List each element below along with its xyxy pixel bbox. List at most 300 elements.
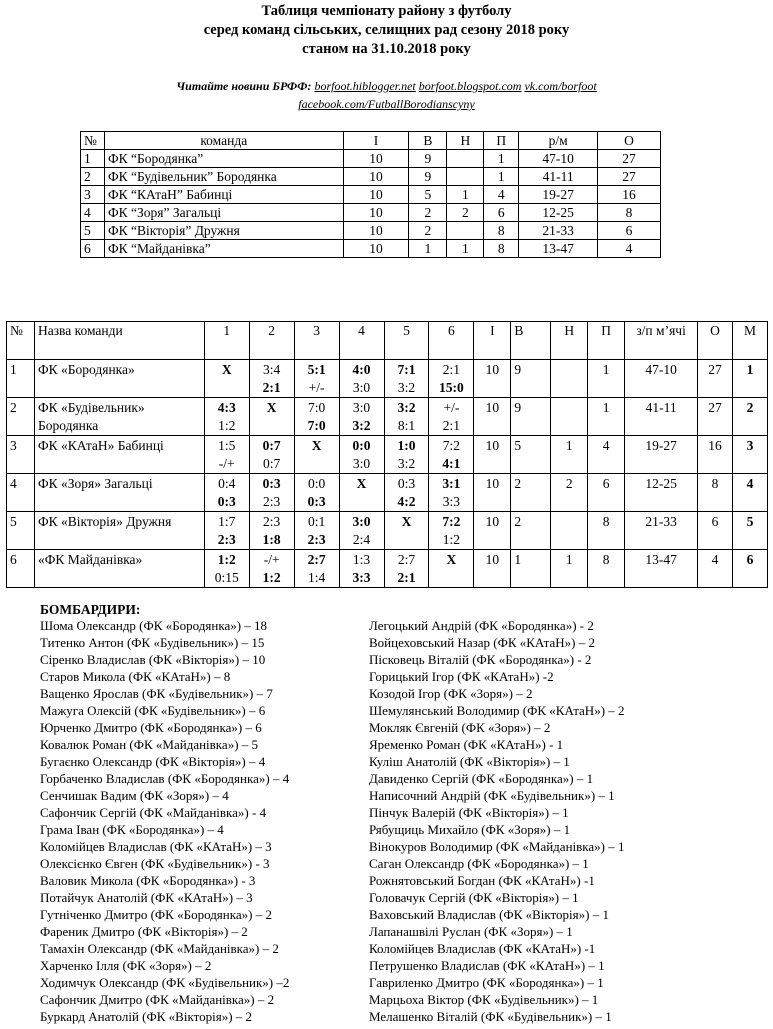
wins: 2 bbox=[511, 512, 551, 550]
match-score-second: 3:3 bbox=[352, 569, 371, 585]
standings-cell: 1 bbox=[81, 150, 105, 168]
news-label: Читайте новини БРФФ: bbox=[176, 79, 312, 93]
standings-cell: 27 bbox=[598, 168, 661, 186]
match-score-second: -/+ bbox=[218, 455, 235, 471]
document-title bbox=[0, 2, 773, 59]
wins: 5 bbox=[511, 436, 551, 474]
match-score-second: 3:2 bbox=[352, 417, 371, 433]
crosstable-header-cell: 1 bbox=[204, 322, 249, 360]
crosstable-header-cell: Н bbox=[551, 322, 588, 360]
match-score-first: 1:3 bbox=[352, 552, 371, 567]
self-match-mark: X bbox=[221, 362, 232, 377]
scorer-entry: Шома Олександр (ФК «Бородянка») – 18 bbox=[40, 618, 268, 633]
standings-cell: 9 bbox=[409, 150, 447, 168]
standings-cell bbox=[447, 150, 484, 168]
scorer-entry: Горицький Ігор (ФК «КАтаН») -2 bbox=[369, 669, 554, 684]
match-score-first: -/+ bbox=[263, 552, 280, 567]
match-result-cell bbox=[384, 436, 429, 474]
games-played: 10 bbox=[474, 360, 511, 398]
crosstable-team-name: ФК «Будівельник» Бородянка bbox=[34, 398, 204, 436]
match-result-cell bbox=[204, 360, 249, 398]
wins: 9 bbox=[511, 360, 551, 398]
scorer-entry: Вінокуров Володимир (ФК «Майданівка») – 1 bbox=[369, 839, 625, 854]
scorer-entry: Старов Микола (ФК «КАтаН») – 8 bbox=[40, 669, 231, 684]
match-result-cell bbox=[249, 512, 294, 550]
scorers-title: БОМБАРДИРИ: bbox=[40, 602, 141, 617]
scorer-entry: Марцьоха Віктор (ФК «Будівельник») – 1 bbox=[369, 992, 599, 1007]
scorer-entry: Валовик Микола (ФК «Бородянка») - 3 bbox=[40, 873, 256, 888]
scorer-entry: Мокляк Євгеній (ФК «Зоря») – 2 bbox=[369, 720, 551, 735]
scorer-entry: Шемулянський Володимир (ФК «КАтаН») – 2 bbox=[369, 703, 625, 718]
standings-cell: 12-25 bbox=[519, 204, 598, 222]
self-match-mark: X bbox=[266, 400, 277, 415]
match-result-cell bbox=[249, 398, 294, 436]
scorer-entry: Фареник Дмитро (ФК «Вікторія») – 2 bbox=[40, 924, 248, 939]
scorer-entry: Сіренко Владислав (ФК «Вікторія») – 10 bbox=[40, 652, 266, 667]
games-played: 10 bbox=[474, 436, 511, 474]
standings-cell: 10 bbox=[343, 186, 409, 204]
standings-cell: 4 bbox=[598, 240, 661, 258]
match-result-cell bbox=[294, 398, 339, 436]
match-score-second: 1:2 bbox=[442, 531, 461, 547]
losses: 1 bbox=[588, 360, 625, 398]
match-result-cell bbox=[339, 474, 384, 512]
crosstable-row bbox=[7, 474, 768, 512]
match-score-first: 7:2 bbox=[442, 514, 461, 529]
standings-cell: 2 bbox=[447, 204, 484, 222]
match-score-first: 1:5 bbox=[218, 438, 236, 453]
scorer-entry: Мелашенко Віталій (ФК «Будівельник») – 1 bbox=[369, 1009, 612, 1024]
match-score-second: 2:4 bbox=[352, 531, 371, 547]
standings-cell: 5 bbox=[81, 222, 105, 240]
match-score-second: 8:1 bbox=[397, 417, 416, 433]
standings-cell: 1 bbox=[484, 168, 519, 186]
match-score-second: 15:0 bbox=[439, 379, 464, 395]
title-line-2: серед команд сільських, селищних рад сезону 2018 року bbox=[203, 22, 570, 38]
match-score-first: 3:0 bbox=[352, 514, 371, 529]
match-result-cell bbox=[249, 550, 294, 588]
standings-row bbox=[81, 186, 661, 204]
standings-row bbox=[81, 168, 661, 186]
standings-header-cell: р/м bbox=[519, 132, 598, 150]
crosstable-rank: 6 bbox=[7, 550, 35, 588]
standings-cell: 5 bbox=[409, 186, 447, 204]
place: 5 bbox=[732, 512, 767, 550]
scorer-entry: Яременко Роман (ФК «КАтаН») - 1 bbox=[369, 737, 564, 752]
match-score-first: 7:2 bbox=[442, 438, 461, 453]
scorer-entry: Харченко Ілля (ФК «Зоря») – 2 bbox=[40, 958, 212, 973]
match-score-first: 1:7 bbox=[218, 514, 236, 529]
match-score-second: 3:0 bbox=[352, 455, 371, 471]
standings-cell: 3 bbox=[81, 186, 105, 204]
match-score-second: 2:3 bbox=[263, 493, 281, 509]
match-result-cell bbox=[384, 398, 429, 436]
draws: 1 bbox=[551, 550, 588, 588]
crosstable-header-cell: П bbox=[588, 322, 625, 360]
match-result-cell bbox=[429, 474, 474, 512]
scorer-entry: Потайчук Анатолій (ФК «КАтаН») – 3 bbox=[40, 890, 253, 905]
scorer-entry: Сенчишак Вадим (ФК «Зоря») – 4 bbox=[40, 788, 229, 803]
match-score-second: 3:2 bbox=[397, 379, 416, 395]
title-line-1: Таблиця чемпіонату району з футболу bbox=[261, 3, 512, 19]
losses: 8 bbox=[588, 512, 625, 550]
match-result-cell bbox=[429, 512, 474, 550]
points: 27 bbox=[698, 360, 733, 398]
standings-cell: 1 bbox=[447, 240, 484, 258]
scorer-entry: Коломійцев Владислав (ФК «КАтаН») – 3 bbox=[40, 839, 272, 854]
match-score-second: 1:2 bbox=[262, 569, 281, 585]
scorer-entry: Буркард Анатолій (ФК «Вікторія») – 2 bbox=[40, 1009, 253, 1024]
standings-header-cell: Н bbox=[447, 132, 484, 150]
match-result-cell bbox=[204, 550, 249, 588]
standings-cell: 9 bbox=[409, 168, 447, 186]
match-result-cell bbox=[249, 474, 294, 512]
standings-cell: 8 bbox=[484, 240, 519, 258]
scorer-entry: Саган Олександр (ФК «Бородянка») – 1 bbox=[369, 856, 589, 871]
match-result-cell bbox=[204, 436, 249, 474]
place: 2 bbox=[732, 398, 767, 436]
match-score-second: 2:3 bbox=[307, 531, 326, 547]
standings-row bbox=[81, 204, 661, 222]
match-result-cell bbox=[204, 398, 249, 436]
match-score-second: 0:15 bbox=[214, 569, 239, 585]
crosstable bbox=[6, 321, 768, 588]
match-result-cell bbox=[429, 360, 474, 398]
match-result-cell bbox=[204, 512, 249, 550]
match-score-first: 4:3 bbox=[217, 400, 236, 415]
match-score-second: 1:2 bbox=[218, 417, 236, 433]
match-result-cell bbox=[339, 436, 384, 474]
match-result-cell bbox=[384, 360, 429, 398]
scorer-entry: Юрченко Дмитро (ФК «Бородянка») – 6 bbox=[40, 720, 262, 735]
points: 27 bbox=[698, 398, 733, 436]
match-score-second: 2:1 bbox=[442, 417, 461, 433]
match-score-second: +/- bbox=[308, 379, 325, 395]
news-links-block bbox=[0, 77, 773, 113]
match-score-first: 2:7 bbox=[397, 552, 416, 567]
scorer-entry: Козодой Ігор (ФК «Зоря») – 2 bbox=[369, 686, 533, 701]
games-played: 10 bbox=[474, 398, 511, 436]
goal-difference: 13-47 bbox=[625, 550, 698, 588]
standings-cell: 27 bbox=[598, 150, 661, 168]
match-score-second: 4:2 bbox=[397, 493, 416, 509]
crosstable-rank: 5 bbox=[7, 512, 35, 550]
scorer-entry: Рожнятовський Богдан (ФК «КАтаН») -1 bbox=[369, 873, 595, 888]
standings-row bbox=[81, 222, 661, 240]
match-score-first: 2:1 bbox=[442, 362, 461, 377]
scorer-entry: Войцеховський Назар (ФК «КАтаН») – 2 bbox=[369, 635, 596, 650]
news-link-facebook[interactable]: facebook.com/FutballBorodianscyny bbox=[298, 97, 475, 111]
standings-table bbox=[80, 131, 661, 258]
goal-difference: 19-27 bbox=[625, 436, 698, 474]
standings-cell: 10 bbox=[343, 150, 409, 168]
place: 4 bbox=[732, 474, 767, 512]
match-result-cell bbox=[339, 360, 384, 398]
standings-row bbox=[81, 150, 661, 168]
draws bbox=[551, 512, 588, 550]
scorer-entry: Мажуга Олексій (ФК «Будівельник») – 6 bbox=[40, 703, 266, 718]
games-played: 10 bbox=[474, 474, 511, 512]
crosstable-header-cell: з/п м’ячі bbox=[625, 322, 698, 360]
crosstable-rank: 4 bbox=[7, 474, 35, 512]
goal-difference: 47-10 bbox=[625, 360, 698, 398]
match-score-second: 3:3 bbox=[442, 493, 461, 509]
crosstable-header-cell: І bbox=[474, 322, 511, 360]
scorer-entry: Головачук Сергій (ФК «Вікторія») – 1 bbox=[369, 890, 579, 905]
scorer-entry: Рябущиць Михайло (ФК «Зоря») – 1 bbox=[369, 822, 571, 837]
match-score-first: 3:2 bbox=[397, 400, 416, 415]
standings-cell: 2 bbox=[409, 222, 447, 240]
games-played: 10 bbox=[474, 512, 511, 550]
match-score-first: 0:0 bbox=[307, 476, 326, 491]
standings-cell: 2 bbox=[81, 168, 105, 186]
standings-cell bbox=[447, 168, 484, 186]
match-score-first: 0:0 bbox=[352, 438, 371, 453]
standings-cell: 8 bbox=[598, 204, 661, 222]
crosstable-header-cell: 2 bbox=[249, 322, 294, 360]
self-match-mark: X bbox=[446, 552, 457, 567]
crosstable-header-cell: Назва команди bbox=[34, 322, 204, 360]
match-result-cell bbox=[294, 550, 339, 588]
standings-row bbox=[81, 240, 661, 258]
crosstable-row bbox=[7, 550, 768, 588]
match-score-first: 7:0 bbox=[307, 400, 326, 415]
goal-difference: 21-33 bbox=[625, 512, 698, 550]
match-score-second: 2:3 bbox=[217, 531, 236, 547]
news-link-hiblogger[interactable]: borfoot.hiblogger.net bbox=[314, 79, 416, 93]
standings-cell: ФК “Майданівка” bbox=[104, 240, 343, 258]
standings-cell: 6 bbox=[81, 240, 105, 258]
wins: 9 bbox=[511, 398, 551, 436]
crosstable-rank: 1 bbox=[7, 360, 35, 398]
match-result-cell bbox=[339, 398, 384, 436]
crosstable-team-name: ФК «Вікторія» Дружня bbox=[34, 512, 204, 550]
match-score-second: 0:7 bbox=[263, 455, 281, 471]
standings-cell: 10 bbox=[343, 204, 409, 222]
crosstable-header-cell: 5 bbox=[384, 322, 429, 360]
scorer-entry: Олексієнко Євген (ФК «Будівельник») - 3 bbox=[40, 856, 270, 871]
standings-cell: 8 bbox=[484, 222, 519, 240]
scorer-entry: Бугаєнко Олександр (ФК «Вікторія») – 4 bbox=[40, 754, 266, 769]
scorer-entry: Давиденко Сергій (ФК «Бородянка») – 1 bbox=[369, 771, 594, 786]
standings-cell: 1 bbox=[447, 186, 484, 204]
match-score-second: 4:1 bbox=[442, 455, 461, 471]
draws: 1 bbox=[551, 436, 588, 474]
crosstable-team-name: ФК «КАтаН» Бабинці bbox=[34, 436, 204, 474]
scorer-entry: Гутніченко Дмитро (ФК «Бородянка») – 2 bbox=[40, 907, 272, 922]
match-result-cell bbox=[339, 550, 384, 588]
match-result-cell bbox=[294, 512, 339, 550]
scorer-entry: Тамахін Олександр (ФК «Майданівка») – 2 bbox=[40, 941, 279, 956]
crosstable-header-cell: № bbox=[7, 322, 35, 360]
match-score-first: 2:7 bbox=[307, 552, 326, 567]
crosstable-header-cell: 4 bbox=[339, 322, 384, 360]
crosstable-row bbox=[7, 398, 768, 436]
crosstable-row bbox=[7, 436, 768, 474]
losses: 6 bbox=[588, 474, 625, 512]
match-score-first: 0:3 bbox=[397, 476, 416, 491]
standings-cell: 1 bbox=[409, 240, 447, 258]
crosstable-team-name: ФК «Бородянка» bbox=[34, 360, 204, 398]
draws: 2 bbox=[551, 474, 588, 512]
points: 16 bbox=[698, 436, 733, 474]
standings-cell: 1 bbox=[484, 150, 519, 168]
match-result-cell bbox=[294, 436, 339, 474]
scorers-left-list bbox=[40, 617, 289, 1025]
standings-cell: 19-27 bbox=[519, 186, 598, 204]
match-score-first: 3:1 bbox=[442, 476, 461, 491]
scorer-entry: Ковалюк Роман (ФК «Майданівка») – 5 bbox=[40, 737, 259, 752]
crosstable-header-cell: М bbox=[732, 322, 767, 360]
match-result-cell bbox=[429, 398, 474, 436]
standings-cell: 6 bbox=[598, 222, 661, 240]
news-link-blogspot[interactable]: borfoot.blogspot.com bbox=[418, 79, 522, 93]
crosstable-team-name: «ФК Майданівка» bbox=[34, 550, 204, 588]
match-result-cell bbox=[384, 512, 429, 550]
scorer-entry: Горбаченко Владислав (ФК «Бородянка») – 4 bbox=[40, 771, 290, 786]
scorer-entry: Петрушенко Владислав (ФК «КАтаН») – 1 bbox=[369, 958, 605, 973]
match-score-first: 1:2 bbox=[217, 552, 236, 567]
scorer-entry: Сафончик Сергій (ФК «Майданівка») - 4 bbox=[40, 805, 267, 820]
scorer-entry: Сафончик Дмитро (ФК «Майданівка») – 2 bbox=[40, 992, 275, 1007]
standings-header-cell: О bbox=[598, 132, 661, 150]
scorers-right-list bbox=[369, 617, 625, 1025]
standings-cell: 10 bbox=[343, 240, 409, 258]
standings-cell: 16 bbox=[598, 186, 661, 204]
standings-cell: ФК “Зоря” Загальці bbox=[104, 204, 343, 222]
scorer-entry: Легоцький Андрій (ФК «Бородянка») - 2 bbox=[369, 618, 594, 633]
match-score-second: 1:8 bbox=[262, 531, 281, 547]
self-match-mark: X bbox=[356, 476, 367, 491]
match-score-first: 0:4 bbox=[218, 476, 236, 491]
standings-cell: 2 bbox=[409, 204, 447, 222]
draws bbox=[551, 398, 588, 436]
match-score-first: 0:1 bbox=[307, 514, 326, 529]
crosstable-row bbox=[7, 512, 768, 550]
points: 8 bbox=[698, 474, 733, 512]
match-score-second: 3:0 bbox=[352, 379, 371, 395]
match-score-first: +/- bbox=[443, 400, 460, 415]
match-result-cell bbox=[384, 474, 429, 512]
self-match-mark: X bbox=[401, 514, 412, 529]
match-score-second: 3:2 bbox=[397, 455, 416, 471]
standings-header-cell: І bbox=[343, 132, 409, 150]
match-result-cell bbox=[384, 550, 429, 588]
match-score-first: 0:3 bbox=[262, 476, 281, 491]
standings-cell: 4 bbox=[484, 186, 519, 204]
scorer-entry: Гавриленко Дмитро (ФК «Бородянка») – 1 bbox=[369, 975, 604, 990]
standings-cell: 10 bbox=[343, 168, 409, 186]
scorer-entry: Грама Іван (ФК «Бородянка») – 4 bbox=[40, 822, 224, 837]
scorer-entry: Пісковець Віталій (ФК «Бородянка») - 2 bbox=[369, 652, 592, 667]
losses: 8 bbox=[588, 550, 625, 588]
points: 6 bbox=[698, 512, 733, 550]
crosstable-header-cell: О bbox=[698, 322, 733, 360]
games-played: 10 bbox=[474, 550, 511, 588]
crosstable-header-cell: 3 bbox=[294, 322, 339, 360]
standings-cell: 6 bbox=[484, 204, 519, 222]
losses: 1 bbox=[588, 398, 625, 436]
scorer-entry: Ходимчук Олександр (ФК «Будівельник») –2 bbox=[40, 975, 290, 990]
losses: 4 bbox=[588, 436, 625, 474]
crosstable-row bbox=[7, 360, 768, 398]
match-score-first: 5:1 bbox=[307, 362, 326, 377]
match-score-second: 0:3 bbox=[217, 493, 236, 509]
goal-difference: 41-11 bbox=[625, 398, 698, 436]
match-score-first: 3:4 bbox=[263, 362, 281, 377]
match-result-cell bbox=[429, 436, 474, 474]
standings-header-cell: В bbox=[409, 132, 447, 150]
scorer-entry: Пінчук Валерій (ФК «Вікторія») – 1 bbox=[369, 805, 569, 820]
match-result-cell bbox=[339, 512, 384, 550]
standings-cell: 47-10 bbox=[519, 150, 598, 168]
scorer-entry: Лапанашвілі Руслан (ФК «Зоря») – 1 bbox=[369, 924, 573, 939]
goal-difference: 12-25 bbox=[625, 474, 698, 512]
standings-cell: 4 bbox=[81, 204, 105, 222]
standings-cell: 21-33 bbox=[519, 222, 598, 240]
standings-cell bbox=[447, 222, 484, 240]
place: 6 bbox=[732, 550, 767, 588]
standings-cell: ФК “Вікторія” Дружня bbox=[104, 222, 343, 240]
scorer-entry: Ваховський Владислав (ФК «Вікторія») – 1 bbox=[369, 907, 609, 922]
standings-cell: 10 bbox=[343, 222, 409, 240]
match-score-second: 0:3 bbox=[307, 493, 326, 509]
match-score-first: 2:3 bbox=[263, 514, 281, 529]
standings-header-cell: П bbox=[484, 132, 519, 150]
scorer-entry: Коломійцев Владислав (ФК «КАтаН») -1 bbox=[369, 941, 596, 956]
crosstable-header-cell: В bbox=[511, 322, 551, 360]
crosstable-team-name: ФК «Зоря» Загальці bbox=[34, 474, 204, 512]
standings-header-row bbox=[81, 132, 661, 150]
match-score-second: 2:1 bbox=[262, 379, 281, 395]
points: 4 bbox=[698, 550, 733, 588]
standings-header-cell: команда bbox=[104, 132, 343, 150]
match-result-cell bbox=[249, 360, 294, 398]
place: 1 bbox=[732, 360, 767, 398]
standings-header-cell: № bbox=[81, 132, 105, 150]
scorer-entry: Куліш Анатолій (ФК «Вікторія») – 1 bbox=[369, 754, 570, 769]
scorer-entry: Написочний Андрій (ФК «Будівельник») – 1 bbox=[369, 788, 615, 803]
self-match-mark: X bbox=[311, 438, 322, 453]
match-score-first: 7:1 bbox=[397, 362, 416, 377]
match-score-first: 3:0 bbox=[352, 400, 371, 415]
standings-cell: ФК “Будівельник” Бородянка bbox=[104, 168, 343, 186]
match-score-first: 4:0 bbox=[352, 362, 371, 377]
crosstable-rank: 3 bbox=[7, 436, 35, 474]
match-score-second: 2:1 bbox=[397, 569, 416, 585]
crosstable-header-row bbox=[7, 322, 768, 360]
scorer-entry: Ващенко Ярослав (ФК «Будівельник») – 7 bbox=[40, 686, 273, 701]
match-result-cell bbox=[204, 474, 249, 512]
standings-cell: ФК “Бородянка” bbox=[104, 150, 343, 168]
match-result-cell bbox=[249, 436, 294, 474]
news-link-vk[interactable]: vk.com/borfoot bbox=[524, 79, 597, 93]
match-score-first: 0:7 bbox=[262, 438, 281, 453]
match-result-cell bbox=[294, 360, 339, 398]
match-result-cell bbox=[429, 550, 474, 588]
standings-cell: 13-47 bbox=[519, 240, 598, 258]
match-score-first: 1:0 bbox=[397, 438, 416, 453]
wins: 1 bbox=[511, 550, 551, 588]
match-result-cell bbox=[294, 474, 339, 512]
crosstable-header-cell: 6 bbox=[429, 322, 474, 360]
standings-cell: ФК “КАтаН” Бабинці bbox=[104, 186, 343, 204]
crosstable-rank: 2 bbox=[7, 398, 35, 436]
place: 3 bbox=[732, 436, 767, 474]
standings-cell: 41-11 bbox=[519, 168, 598, 186]
wins: 2 bbox=[511, 474, 551, 512]
match-score-second: 1:4 bbox=[307, 569, 326, 585]
